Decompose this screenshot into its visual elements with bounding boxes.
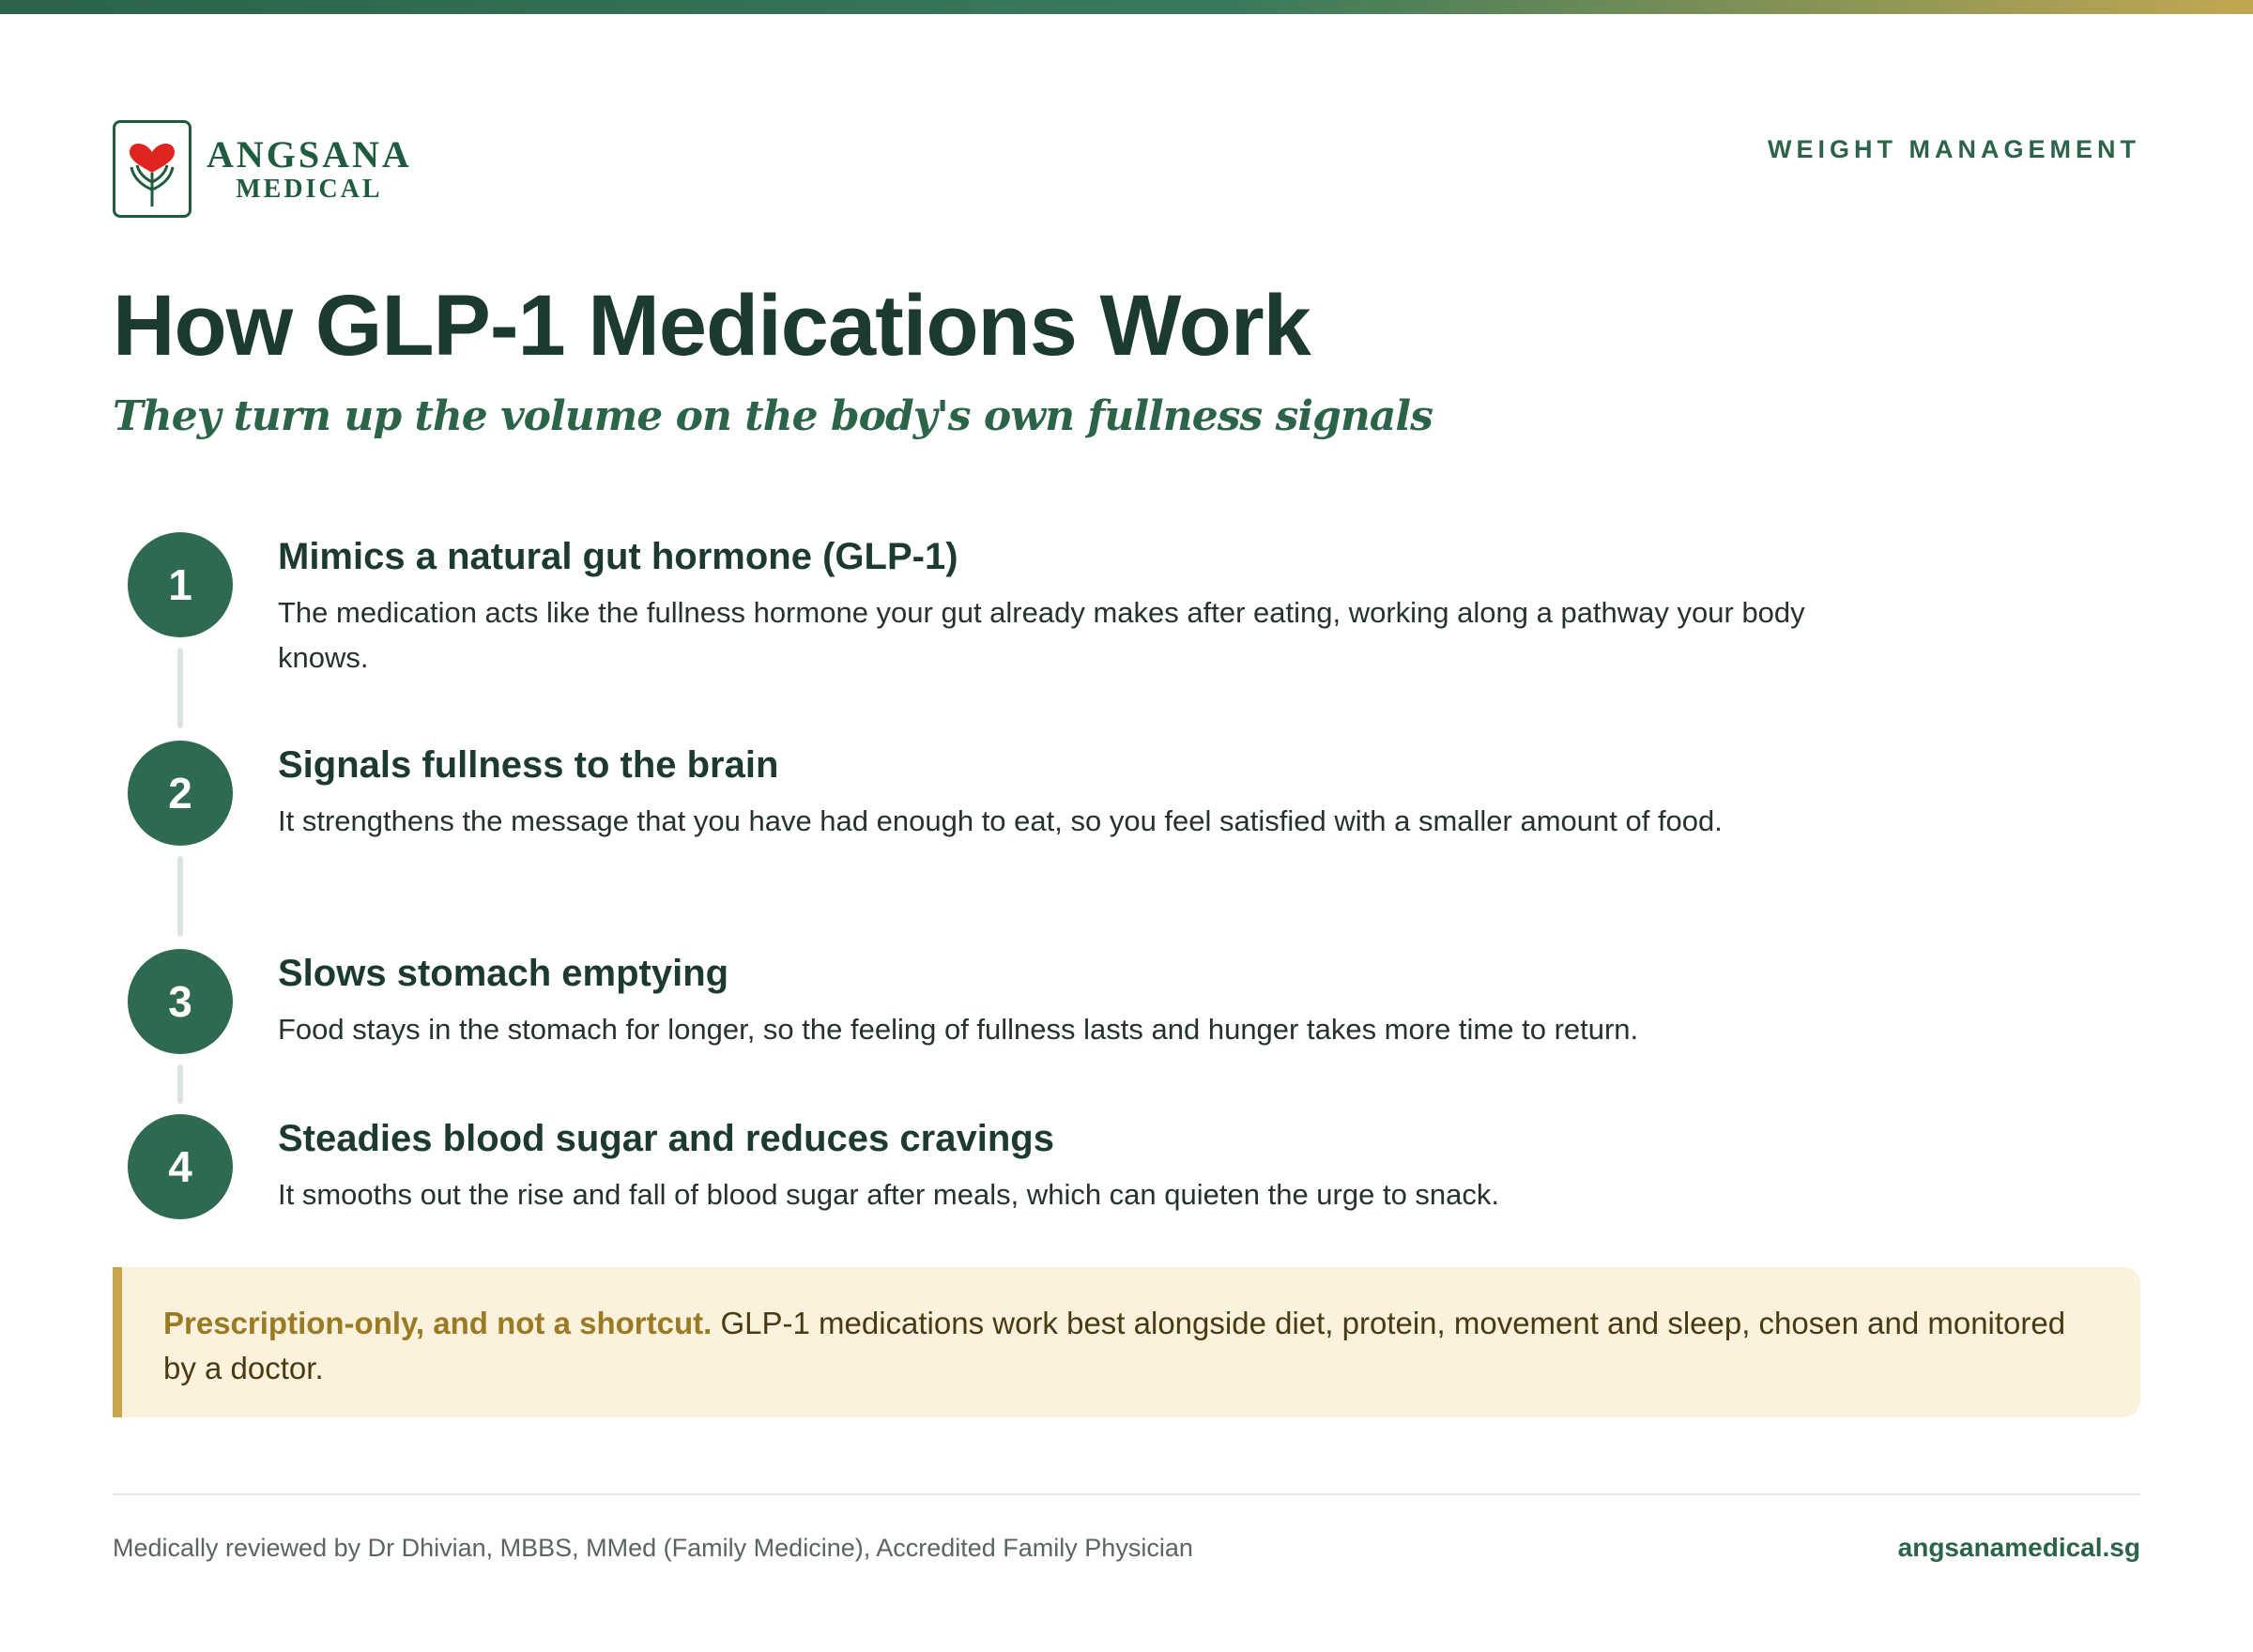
step-heading: Steadies blood sugar and reduces cravings	[278, 1118, 1054, 1159]
brand-sub: MEDICAL	[236, 175, 383, 204]
step-description: It strengthens the message that you have had enough to eat, so you feel satisfied with a smaller amount of food.	[278, 804, 1723, 837]
website-link[interactable]: angsanamedical.sg	[1897, 1533, 2140, 1562]
step-connector	[177, 1064, 183, 1104]
prescription-callout	[113, 1267, 2140, 1417]
step-description: The medication acts like the fullness hormone your gut already makes after eating, working along a pathway your body knows.	[278, 596, 1805, 674]
medical-reviewer-note: Medically reviewed by Dr Dhivian, MBBS, MMed (Family Medicine), Accredited Family Physician	[113, 1534, 1193, 1562]
step-number-badge: 3	[128, 949, 233, 1054]
callout-emphasis: Prescription-only, and not a shortcut.	[163, 1306, 713, 1340]
step-heading: Signals fullness to the brain	[278, 744, 779, 786]
step-description: It smooths out the rise and fall of blood sugar after meals, which can quieten the urge to snack.	[278, 1178, 1500, 1211]
page-subtitle: They turn up the volume on the body's own fullness signals	[113, 392, 1433, 440]
step-connector	[177, 648, 183, 728]
brand-name: ANGSANA	[207, 133, 412, 176]
step-number-badge: 2	[128, 741, 233, 846]
step-heading: Mimics a natural gut hormone (GLP-1)	[278, 536, 958, 577]
footer-divider	[113, 1493, 2140, 1495]
callout-text: GLP-1 medications work best alongside diet, protein, movement and sleep, chosen and monitored by a doctor.	[163, 1306, 2066, 1385]
step-heading: Slows stomach emptying	[278, 953, 729, 994]
step-description: Food stays in the stomach for longer, so the feeling of fullness lasts and hunger takes more time to return.	[278, 1013, 1639, 1046]
category-label: WEIGHT MANAGEMENT	[1768, 135, 2140, 163]
step-number-badge: 4	[128, 1114, 233, 1219]
step-connector	[177, 856, 183, 937]
step-number-badge: 1	[128, 532, 233, 637]
page-title: How GLP-1 Medications Work	[113, 278, 1310, 374]
